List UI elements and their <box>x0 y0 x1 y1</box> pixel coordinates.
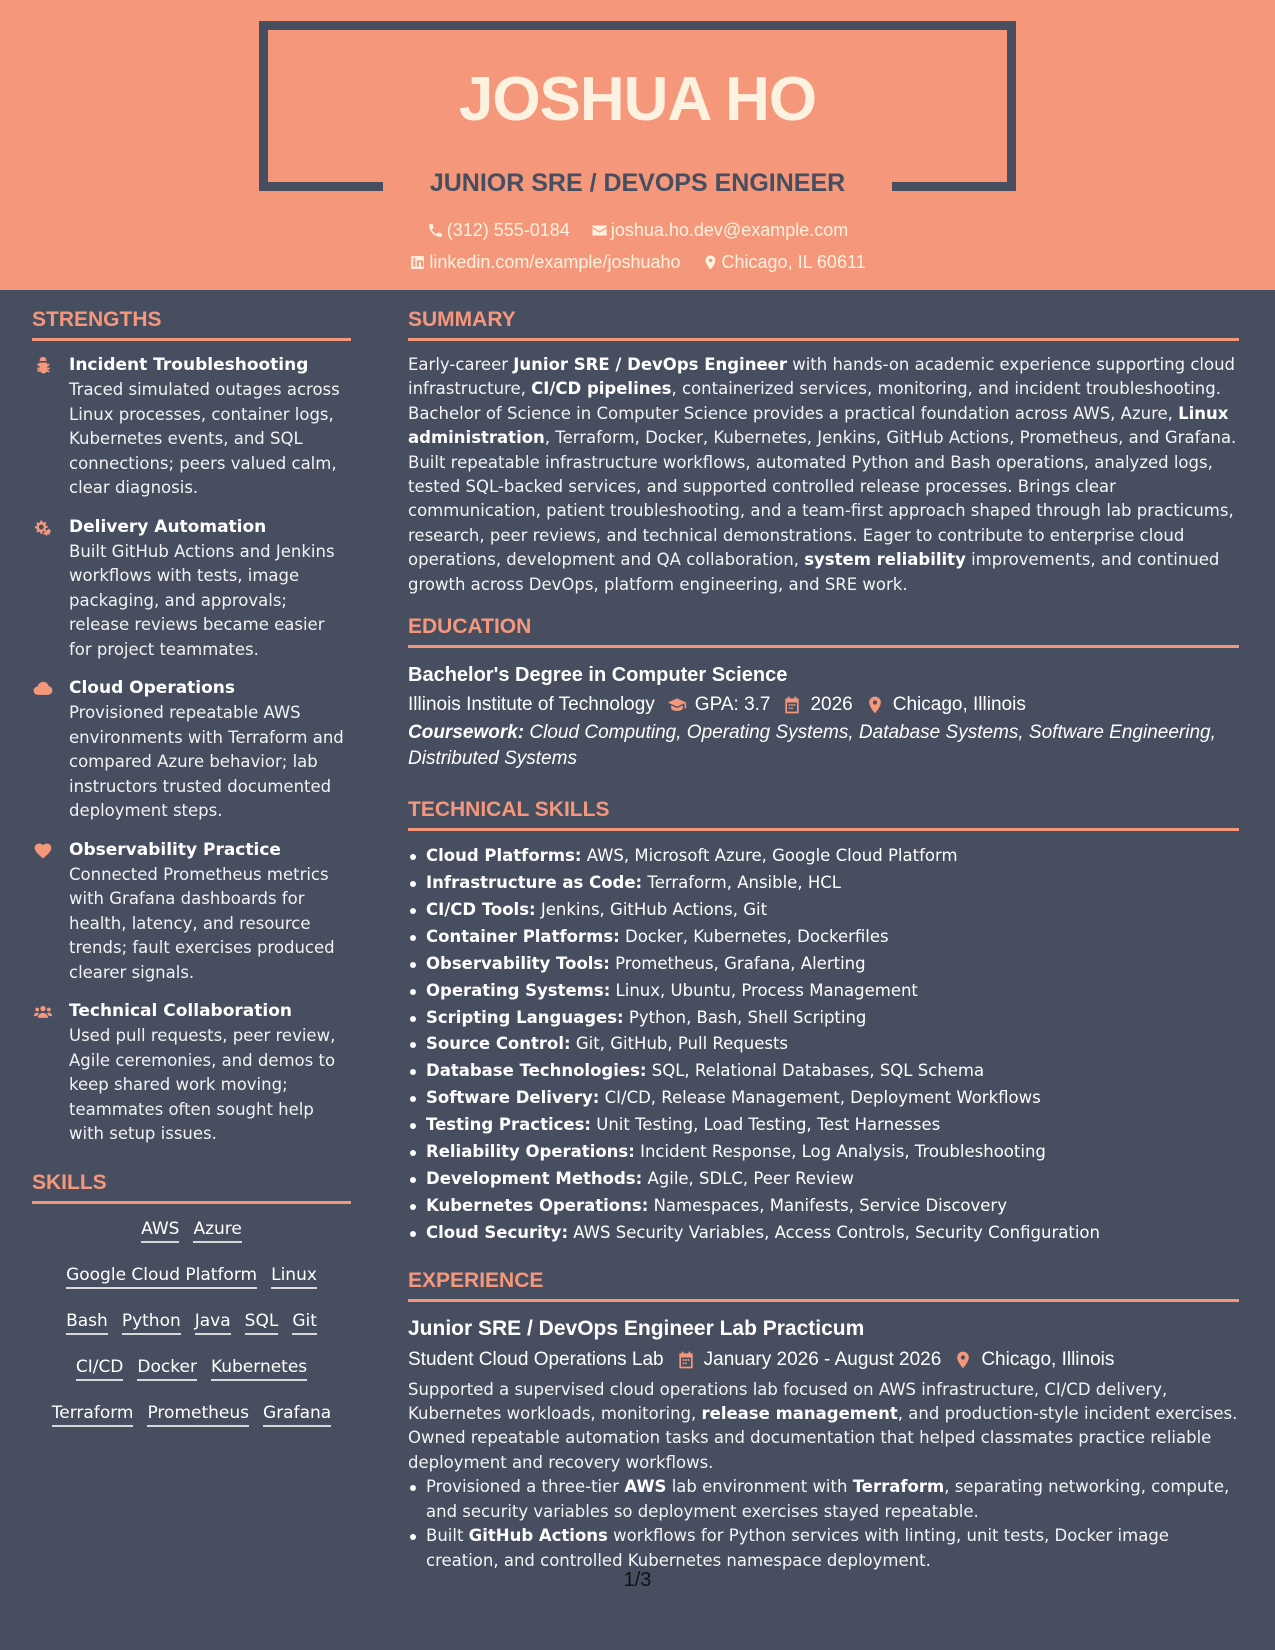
map-pin-icon <box>953 1350 973 1370</box>
technical-skill-value: Python, Bash, Shell Scripting <box>628 1007 867 1027</box>
technical-skill-item <box>408 897 1239 924</box>
strength-title: Incident Troubleshooting <box>69 355 309 375</box>
skill-line <box>32 1400 351 1427</box>
skill-tag: Terraform <box>52 1402 134 1427</box>
strength-item <box>32 515 351 663</box>
education-coursework <box>408 720 1239 772</box>
technical-skill-value: Docker, Kubernetes, Dockerfiles <box>624 926 889 946</box>
technical-skill-item <box>408 1166 1239 1193</box>
technical-skill-value: Unit Testing, Load Testing, Test Harnesses <box>596 1115 941 1135</box>
skill-tag: Docker <box>137 1356 197 1381</box>
resume-header <box>0 0 1275 290</box>
map-pin-icon <box>702 254 719 271</box>
summary-heading: SUMMARY <box>408 304 1239 341</box>
education-meta <box>408 690 1239 720</box>
strength-title: Delivery Automation <box>69 516 267 537</box>
technical-skill-value: Jenkins, GitHub Actions, Git <box>540 899 768 919</box>
linkedin-text: linkedin.com/example/joshuaho <box>429 252 681 272</box>
strength-text: Connected Prometheus metrics with Grafana dashboards for health, latency, and resource trends; fault exercises produced clearer signals. <box>69 864 335 982</box>
technical-skill-value: Agile, SDLC, Peer Review <box>647 1168 854 1188</box>
skill-tag: AWS <box>141 1218 179 1243</box>
envelope-icon <box>591 222 608 239</box>
bug-icon <box>32 356 54 376</box>
linkedin-icon <box>409 254 426 271</box>
technical-skill-item <box>408 1139 1239 1166</box>
technical-skill-value: Linux, Ubuntu, Process Management <box>615 980 918 1000</box>
technical-skill-label: Kubernetes Operations: <box>426 1195 649 1215</box>
page-number: 1/3 <box>623 1569 652 1591</box>
technical-skill-label: CI/CD Tools: <box>426 899 536 919</box>
skill-line <box>32 1308 351 1335</box>
experience-bullet: Built GitHub Actions workflows for Python services with linting, unit tests, Docker image creation, and controlled Kubernetes namespace deployment. <box>408 1524 1239 1573</box>
technical-skill-label: Container Platforms: <box>426 926 620 946</box>
experience-dates: January 2026 - August 2026 <box>703 1348 942 1370</box>
skill-tag: Linux <box>271 1264 317 1289</box>
skill-tag: Grafana <box>263 1402 331 1427</box>
candidate-name: JOSHUA HO <box>458 65 817 134</box>
phone-icon <box>427 222 444 239</box>
technical-skill-item <box>408 1058 1239 1085</box>
skills-heading: SKILLS <box>32 1167 351 1204</box>
education-degree: Bachelor's Degree in Computer Science <box>408 664 788 687</box>
technical-skill-label: Database Technologies: <box>426 1061 647 1081</box>
technical-skill-item <box>408 1085 1239 1112</box>
strength-title: Technical Collaboration <box>69 1001 292 1021</box>
heart-icon <box>32 841 54 861</box>
skill-tag: SQL <box>245 1310 279 1335</box>
map-pin-icon <box>865 695 885 715</box>
strength-item <box>32 838 351 986</box>
technical-skill-item <box>408 924 1239 951</box>
strengths-heading: STRENGTHS <box>32 304 351 341</box>
technical-skill-item <box>408 951 1239 978</box>
education-year: 2026 <box>810 694 853 716</box>
strength-item <box>32 999 351 1147</box>
technical-skill-value: Namespaces, Manifests, Service Discovery <box>653 1195 1007 1215</box>
technical-skill-value: SQL, Relational Databases, SQL Schema <box>651 1061 985 1081</box>
technical-skill-item <box>408 1193 1239 1220</box>
contact-linkedin[interactable] <box>409 252 680 273</box>
technical-skill-item <box>408 978 1239 1005</box>
technical-skill-label: Operating Systems: <box>426 980 611 1000</box>
technical-skill-label: Testing Practices: <box>426 1115 591 1135</box>
technical-skill-item <box>408 1112 1239 1139</box>
technical-skills-heading: TECHNICAL SKILLS <box>408 794 1239 831</box>
technical-skill-value: AWS Security Variables, Access Controls, Security Configuration <box>573 1222 1100 1242</box>
technical-skill-value: Prometheus, Grafana, Alerting <box>615 953 866 973</box>
technical-skill-item <box>408 843 1239 870</box>
technical-skill-label: Scripting Languages: <box>426 1007 624 1027</box>
cloud-icon <box>32 679 54 699</box>
skill-tag: Prometheus <box>147 1402 249 1427</box>
technical-skill-item <box>408 1005 1239 1032</box>
skill-tag: Kubernetes <box>211 1356 307 1381</box>
education-school: Illinois Institute of Technology <box>408 694 655 716</box>
technical-skill-label: Source Control: <box>426 1034 571 1054</box>
contact-row-2 <box>0 252 1275 276</box>
technical-skill-value: AWS, Microsoft Azure, Google Cloud Platform <box>586 846 958 866</box>
education-gpa: GPA: 3.7 <box>694 694 771 716</box>
education-heading: EDUCATION <box>408 611 1239 648</box>
users-icon <box>32 1002 54 1022</box>
skill-tag: CI/CD <box>76 1356 124 1381</box>
skill-tag: Java <box>195 1310 231 1335</box>
gears-icon <box>32 518 54 538</box>
experience-description: Supported a supervised cloud operations lab focused on AWS infrastructure, CI/CD delivery, Kubernetes workloads, monitoring, release management, and production-style incident exercises. Owned repeatable automation tasks and documentation that helped classmates practice reliable deployment and recovery workflows. <box>408 1379 1238 1472</box>
skill-line <box>32 1262 351 1289</box>
contact-phone[interactable] <box>427 220 570 241</box>
coursework-label: Coursework: <box>408 722 525 744</box>
strength-text: Built GitHub Actions and Jenkins workflows with tests, image packaging, and approvals; release reviews became easier for project teammates. <box>69 541 335 659</box>
header-frame-foot-left <box>259 182 383 191</box>
experience-title: Junior SRE / DevOps Engineer Lab Practicum <box>408 1316 865 1340</box>
technical-skill-item <box>408 1031 1239 1058</box>
coursework-list: Cloud Computing, Operating Systems, Database Systems, Software Engineering, Distributed Systems <box>408 722 1216 770</box>
strength-text: Provisioned repeatable AWS environments with Terraform and compared Azure behavior; lab instructors trusted documented deployment steps. <box>69 703 344 820</box>
experience-heading: EXPERIENCE <box>408 1265 1239 1302</box>
technical-skill-label: Observability Tools: <box>426 953 610 973</box>
header-frame-foot-right <box>892 182 1016 191</box>
left-column <box>32 304 351 1446</box>
experience-bullet: Provisioned a three-tier AWS lab environment with Terraform, separating networking, compute, and security variables so deployment exercises stayed repeatable. <box>408 1475 1239 1524</box>
technical-skill-value: CI/CD, Release Management, Deployment Workflows <box>604 1088 1041 1108</box>
technical-skill-item <box>408 870 1239 897</box>
skill-line <box>32 1354 351 1381</box>
strength-item <box>32 353 351 501</box>
technical-skill-label: Development Methods: <box>426 1168 643 1188</box>
experience-meta <box>408 1344 1239 1376</box>
strength-text: Traced simulated outages across Linux processes, container logs, Kubernetes events, and SQL connections; peers valued calm, clear diagnosis. <box>69 380 340 497</box>
location-text: Chicago, IL 60611 <box>721 252 866 272</box>
strength-text: Used pull requests, peer review, Agile ceremonies, and demos to keep shared work moving; teammates often sought help with setup issues. <box>69 1026 336 1143</box>
graduation-cap-icon <box>667 695 687 715</box>
contact-location <box>702 252 866 273</box>
phone-text: (312) 555-0184 <box>446 220 570 240</box>
education-location: Chicago, Illinois <box>892 694 1026 716</box>
technical-skill-label: Cloud Security: <box>426 1222 569 1242</box>
strength-title: Cloud Operations <box>69 678 236 698</box>
technical-skill-item <box>408 1220 1239 1247</box>
skill-tag: Google Cloud Platform <box>66 1264 257 1289</box>
technical-skill-label: Infrastructure as Code: <box>426 872 643 892</box>
contact-email[interactable] <box>591 220 848 241</box>
skill-tag: Git <box>292 1310 317 1335</box>
skill-tags <box>32 1216 351 1427</box>
skill-tag: Bash <box>66 1310 108 1335</box>
calendar-icon <box>782 695 802 715</box>
skill-tag: Python <box>122 1310 181 1335</box>
technical-skill-value: Git, GitHub, Pull Requests <box>575 1034 789 1054</box>
candidate-title: JUNIOR SRE / DEVOPS ENGINEER <box>429 169 846 197</box>
technical-skill-value: Incident Response, Log Analysis, Troubleshooting <box>640 1142 1046 1162</box>
email-text: joshua.ho.dev@example.com <box>610 220 849 240</box>
skill-tag: Azure <box>193 1218 241 1243</box>
technical-skill-label: Cloud Platforms: <box>426 846 582 866</box>
skill-line <box>32 1216 351 1243</box>
experience-bullets <box>408 1475 1239 1573</box>
technical-skill-label: Software Delivery: <box>426 1088 600 1108</box>
right-column <box>408 304 1239 1573</box>
experience-location: Chicago, Illinois <box>981 1348 1115 1370</box>
technical-skill-label: Reliability Operations: <box>426 1142 635 1162</box>
strength-item <box>32 676 351 824</box>
summary-text: Early-career Junior SRE / DevOps Engineer with hands-on academic experience supporting cloud infrastructure, CI/CD pipelines, containerized services, monitoring, and incident troubleshooting. Bachelor of Science in Computer Science provides a practical foundation across AWS, Azure, Linux administration, Terraform, Docker, Kubernetes, Jenkins, GitHub Actions, Prometheus, and Grafana. Built repeatable infrastructure workflows, automated Python and Bash operations, analyzed logs, tested SQL-backed services, and supported controlled release processes. Brings clear communication, patient troubleshooting, and a team-first approach shaped through lab practicums, research, peer reviews, and technical demonstrations. Eager to contribute to enterprise cloud operations, development and QA collaboration, system reliability improvements, and continued growth across DevOps, platform engineering, and SRE work. <box>408 355 1237 594</box>
strength-title: Observability Practice <box>69 839 281 860</box>
experience-org: Student Cloud Operations Lab <box>408 1348 664 1370</box>
technical-skills-list <box>408 843 1239 1247</box>
contact-row-1 <box>0 220 1275 244</box>
technical-skill-value: Terraform, Ansible, HCL <box>647 872 841 892</box>
calendar-icon <box>676 1350 696 1370</box>
